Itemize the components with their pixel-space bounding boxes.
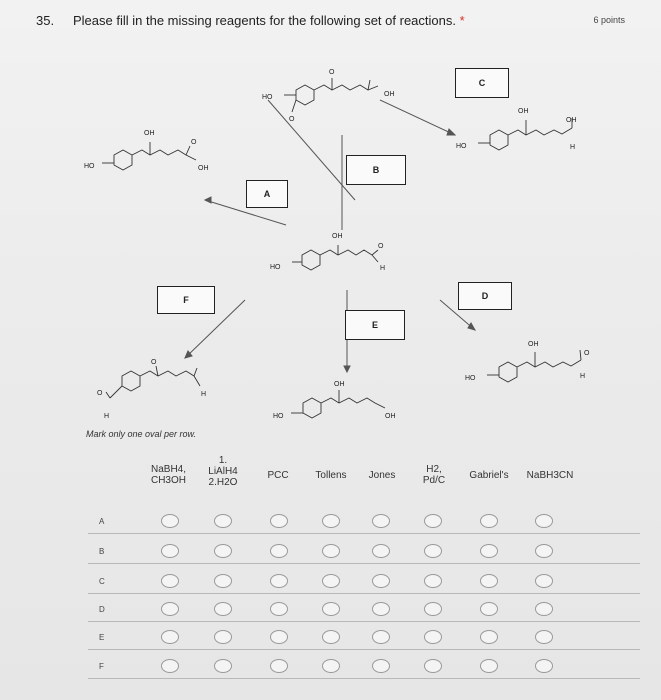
radio-option-e-7[interactable] bbox=[480, 630, 498, 644]
radio-option-b-5[interactable] bbox=[372, 544, 390, 558]
molecule-center bbox=[270, 233, 385, 272]
radio-option-e-5[interactable] bbox=[372, 630, 390, 644]
points-label: 6 points bbox=[593, 15, 625, 25]
radio-option-c-6[interactable] bbox=[424, 574, 442, 588]
reagent-box-a: A bbox=[246, 180, 288, 208]
row-label-f: F bbox=[99, 662, 104, 671]
bottom-oh1: OH bbox=[334, 381, 345, 388]
radio-option-a-2[interactable] bbox=[214, 514, 232, 528]
left-ho: HO bbox=[84, 163, 95, 170]
col-header-7: Gabriel's bbox=[469, 470, 509, 481]
molecule-bottom bbox=[273, 381, 396, 420]
radio-option-a-6[interactable] bbox=[424, 514, 442, 528]
molecule-bottomleft bbox=[97, 359, 206, 420]
radio-option-c-4[interactable] bbox=[322, 574, 340, 588]
required-marker: * bbox=[459, 13, 465, 28]
center-o: O bbox=[378, 243, 384, 250]
reagent-box-e: E bbox=[345, 310, 405, 340]
radio-option-f-5[interactable] bbox=[372, 659, 390, 673]
radio-option-a-8[interactable] bbox=[535, 514, 553, 528]
radio-option-c-7[interactable] bbox=[480, 574, 498, 588]
col-header-1: NaBH4, CH3OH bbox=[150, 464, 186, 486]
top-o2: O bbox=[289, 116, 295, 123]
question-text bbox=[73, 13, 465, 28]
radio-option-d-2[interactable] bbox=[214, 602, 232, 616]
reagent-box-f: F bbox=[157, 286, 215, 314]
row-divider bbox=[88, 593, 640, 594]
row-label-a: A bbox=[99, 517, 105, 526]
radio-option-d-4[interactable] bbox=[322, 602, 340, 616]
bottomleft-o2: O bbox=[97, 390, 103, 397]
radio-option-b-8[interactable] bbox=[535, 544, 553, 558]
left-o: O bbox=[191, 139, 197, 146]
right-h: H bbox=[580, 373, 586, 380]
radio-option-e-6[interactable] bbox=[424, 630, 442, 644]
reagent-box-b: B bbox=[346, 155, 406, 185]
radio-option-f-2[interactable] bbox=[214, 659, 232, 673]
bottomleft-h2: H bbox=[201, 391, 207, 398]
radio-option-e-8[interactable] bbox=[535, 630, 553, 644]
top-oh: OH bbox=[384, 91, 395, 98]
col-header-4: Tollens bbox=[315, 470, 347, 481]
radio-option-f-8[interactable] bbox=[535, 659, 553, 673]
topright-ho: HO bbox=[456, 143, 467, 150]
bottomleft-h1: H bbox=[104, 413, 110, 420]
right-o: O bbox=[584, 350, 590, 357]
molecule-top bbox=[262, 69, 395, 123]
col-header-5: Jones bbox=[368, 470, 396, 481]
reagent-box-c: C bbox=[455, 68, 509, 98]
radio-option-b-4[interactable] bbox=[322, 544, 340, 558]
molecule-left bbox=[84, 130, 209, 172]
row-divider bbox=[88, 533, 640, 534]
center-h: H bbox=[380, 265, 386, 272]
center-ho: HO bbox=[270, 264, 281, 271]
radio-option-f-1[interactable] bbox=[161, 659, 179, 673]
radio-option-f-3[interactable] bbox=[270, 659, 288, 673]
radio-option-c-8[interactable] bbox=[535, 574, 553, 588]
radio-option-e-4[interactable] bbox=[322, 630, 340, 644]
radio-option-c-3[interactable] bbox=[270, 574, 288, 588]
row-divider bbox=[88, 621, 640, 622]
radio-option-c-5[interactable] bbox=[372, 574, 390, 588]
row-label-b: B bbox=[99, 547, 105, 556]
topright-oh1: OH bbox=[518, 108, 529, 115]
bottom-oh2: OH bbox=[385, 413, 396, 420]
radio-option-c-2[interactable] bbox=[214, 574, 232, 588]
right-oh: OH bbox=[528, 341, 539, 348]
radio-option-b-2[interactable] bbox=[214, 544, 232, 558]
radio-option-e-1[interactable] bbox=[161, 630, 179, 644]
radio-option-e-3[interactable] bbox=[270, 630, 288, 644]
radio-option-f-4[interactable] bbox=[322, 659, 340, 673]
row-divider bbox=[88, 649, 640, 650]
radio-option-d-6[interactable] bbox=[424, 602, 442, 616]
reaction-arrows bbox=[185, 100, 475, 372]
row-label-d: D bbox=[99, 605, 105, 614]
row-divider bbox=[88, 678, 640, 679]
radio-option-a-5[interactable] bbox=[372, 514, 390, 528]
radio-option-e-2[interactable] bbox=[214, 630, 232, 644]
top-ho: HO bbox=[262, 94, 273, 101]
row-divider bbox=[88, 563, 640, 564]
radio-option-d-7[interactable] bbox=[480, 602, 498, 616]
molecule-right bbox=[465, 341, 590, 382]
molecule-topright bbox=[456, 108, 577, 151]
col-header-6: H2, Pd/C bbox=[422, 464, 446, 486]
question-text-body: Please fill in the missing reagents for the following set of reactions. bbox=[73, 13, 456, 28]
right-ho: HO bbox=[465, 375, 476, 382]
left-oh1: OH bbox=[144, 130, 155, 137]
radio-option-b-3[interactable] bbox=[270, 544, 288, 558]
radio-option-b-6[interactable] bbox=[424, 544, 442, 558]
left-oh2: OH bbox=[198, 165, 209, 172]
reagent-box-d: D bbox=[458, 282, 512, 310]
radio-option-f-7[interactable] bbox=[480, 659, 498, 673]
radio-option-a-7[interactable] bbox=[480, 514, 498, 528]
question-number: 35. bbox=[36, 13, 55, 28]
topright-h: H bbox=[570, 144, 576, 151]
radio-option-a-3[interactable] bbox=[270, 514, 288, 528]
topright-oh2: OH bbox=[566, 117, 577, 124]
col-header-2: 1. LiAlH4 2.H2O bbox=[208, 455, 238, 488]
row-label-e: E bbox=[99, 633, 105, 642]
radio-option-d-5[interactable] bbox=[372, 602, 390, 616]
instruction-text: Mark only one oval per row. bbox=[86, 429, 197, 439]
radio-option-a-1[interactable] bbox=[161, 514, 179, 528]
center-oh: OH bbox=[332, 233, 343, 240]
col-header-3: PCC bbox=[267, 470, 289, 481]
bottom-ho: HO bbox=[273, 413, 284, 420]
reaction-scheme bbox=[0, 40, 661, 430]
radio-option-c-1[interactable] bbox=[161, 574, 179, 588]
radio-option-b-7[interactable] bbox=[480, 544, 498, 558]
radio-option-f-6[interactable] bbox=[424, 659, 442, 673]
top-o1: O bbox=[329, 69, 335, 76]
radio-option-d-8[interactable] bbox=[535, 602, 553, 616]
col-header-8: NaBH3CN bbox=[526, 470, 574, 481]
row-label-c: C bbox=[99, 577, 105, 586]
bottomleft-o1: O bbox=[151, 359, 157, 366]
radio-option-d-1[interactable] bbox=[161, 602, 179, 616]
radio-option-d-3[interactable] bbox=[270, 602, 288, 616]
radio-option-b-1[interactable] bbox=[161, 544, 179, 558]
radio-option-a-4[interactable] bbox=[322, 514, 340, 528]
